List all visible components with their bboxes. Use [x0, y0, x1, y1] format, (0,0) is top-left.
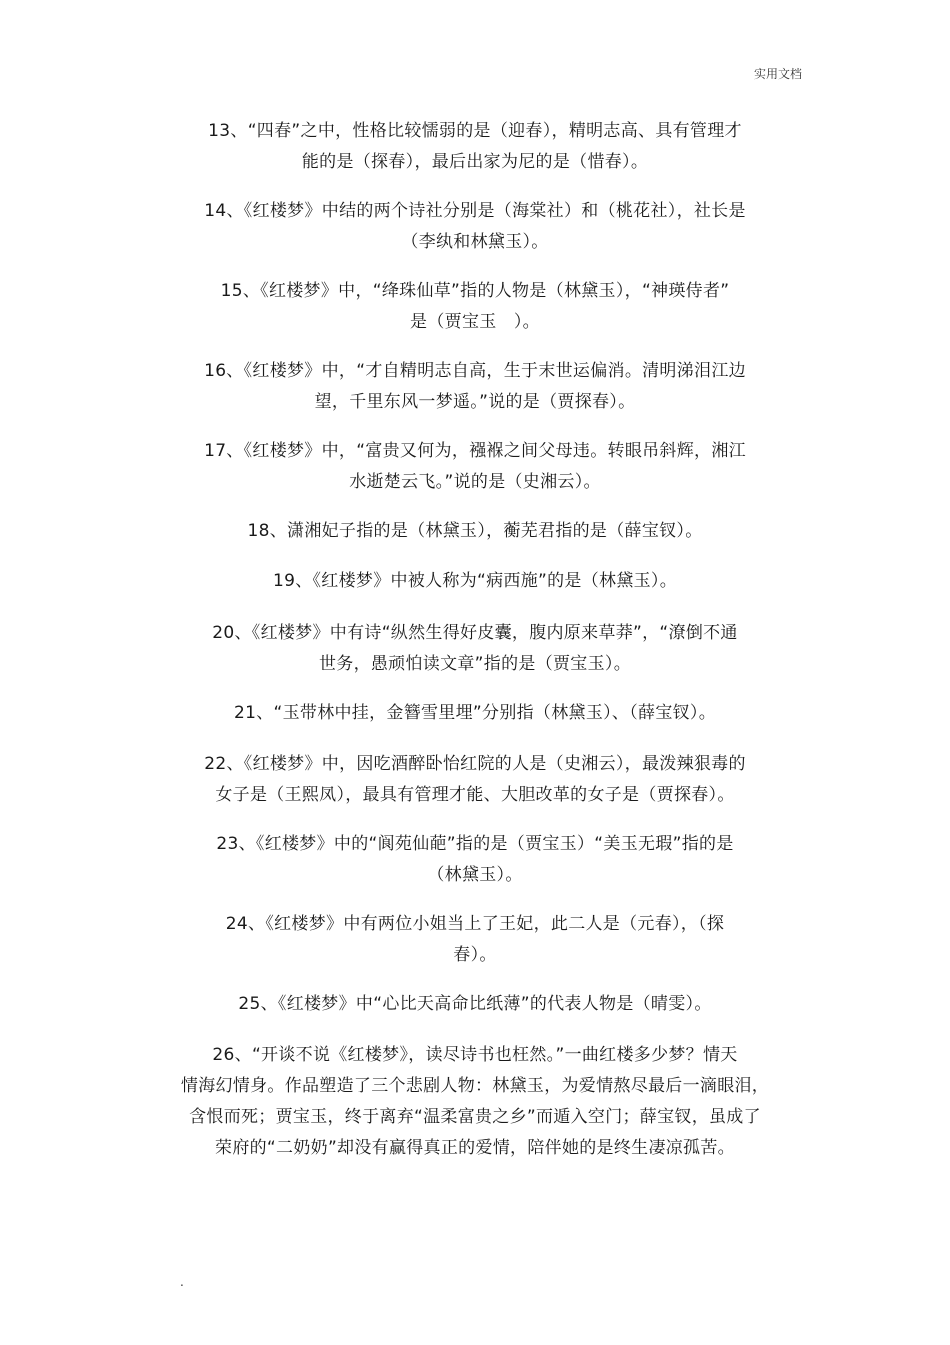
item-line: 18、潇湘妃子指的是（林黛玉），蘅芜君指的是（薛宝钗）。 [247, 521, 703, 541]
footer-mark: . [180, 1275, 184, 1289]
item-line: 荣府的“二奶奶”却没有赢得真正的爱情，陪伴她的是终生凄凉孤苦。 [215, 1138, 735, 1158]
item-line: 16、《红楼梦》中，“才自精明志自高，生于末世运偏消。清明涕泪江边 [204, 361, 746, 381]
item-line: 13、“四春”之中，性格比较懦弱的是（迎春），精明志高、具有管理才 [208, 121, 742, 141]
list-item-13 [140, 116, 810, 178]
item-line: 女子是（王熙凤），最具有管理才能、大胆改革的女子是（贾探春）。 [215, 785, 735, 805]
list-item-25 [140, 989, 810, 1020]
item-line: 24、《红楼梦》中有两位小姐当上了王妃，此二人是（元春），（探 [225, 914, 725, 934]
list-item-22 [140, 749, 810, 811]
item-line: 25、《红楼梦》中“心比天高命比纸薄”的代表人物是（晴雯）。 [238, 994, 712, 1014]
list-item-20 [140, 618, 810, 680]
list-item-24 [140, 909, 810, 971]
item-line: 15、《红楼梦》中，“绛珠仙草”指的人物是（林黛玉），“神瑛侍者” [220, 281, 730, 301]
list-item-23 [140, 829, 810, 891]
item-line: （林黛玉）。 [427, 865, 523, 885]
list-item-19 [140, 566, 810, 597]
item-line: 春）。 [453, 945, 497, 965]
item-line: 能的是（探春），最后出家为尼的是（惜春）。 [301, 152, 649, 172]
item-line: 情海幻情身。作品塑造了三个悲剧人物：林黛玉，为爱情熬尽最后一滴眼泪， [180, 1076, 770, 1096]
item-line: 世务，愚顽怕读文章”指的是（贾宝玉）。 [318, 654, 631, 674]
header-label: 实用文档 [753, 67, 802, 81]
item-line: 23、《红楼梦》中的“阆苑仙葩”指的是（贾宝玉）“美玉无瑕”指的是 [216, 834, 734, 854]
item-line: 14、《红楼梦》中结的两个诗社分别是（海棠社）和（桃花社），社长是 [204, 201, 746, 221]
list-item-14 [140, 196, 810, 258]
item-line: （李纨和林黛玉）。 [401, 232, 549, 252]
list-item-18 [140, 516, 810, 547]
item-line: 19、《红楼梦》中被人称为“病西施”的是（林黛玉）。 [272, 571, 678, 591]
item-line: 17、《红楼梦》中，“富贵又何为，襁褓之间父母违。转眼吊斜辉，湘江 [204, 441, 746, 461]
item-line: 是（贾宝玉 ）。 [410, 312, 540, 332]
list-item-15 [140, 276, 810, 338]
item-line: 20、《红楼梦》中有诗“纵然生得好皮囊，腹内原来草莽”，“潦倒不通 [212, 623, 738, 643]
item-line: 26、“开谈不说《红楼梦》，读尽诗书也枉然。”一曲红楼多少梦？情天 [212, 1045, 738, 1065]
item-line: 望，千里东风一梦遥。”说的是（贾探春）。 [314, 392, 636, 412]
item-line: 22、《红楼梦》中，因吃酒醉卧怡红院的人是（史湘云），最泼辣狠毒的 [204, 754, 746, 774]
list-item-26 [140, 1040, 810, 1164]
list-item-17 [140, 436, 810, 498]
list-item-21 [140, 698, 810, 729]
list-item-16 [140, 356, 810, 418]
item-line: 含恨而死；贾宝玉，终于离弃“温柔富贵之乡”而遁入空门；薛宝钗，虽成了 [189, 1107, 761, 1127]
item-line: 21、“玉带林中挂，金簪雪里埋”分别指（林黛玉）、（薛宝钗）。 [233, 703, 717, 723]
item-line: 水逝楚云飞。”说的是（史湘云）。 [349, 472, 601, 492]
